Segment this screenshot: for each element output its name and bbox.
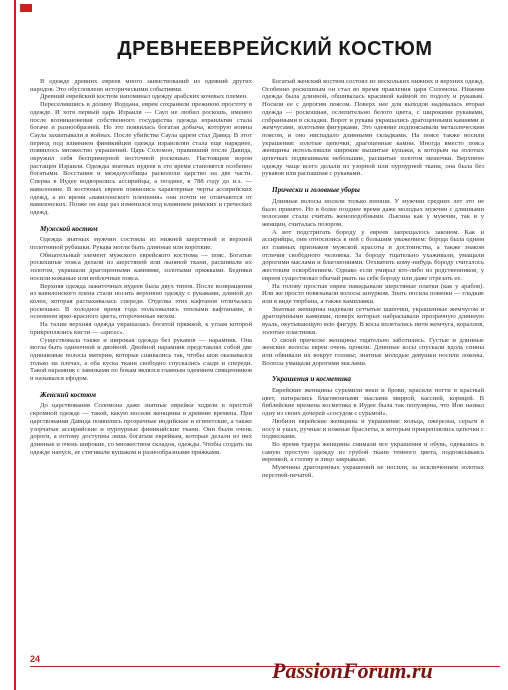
- section-heading-womens: Женский костюм: [40, 390, 97, 399]
- corner-mark: [20, 4, 32, 12]
- mens-paragraph: Существовала также и широкая одежда без рукавов — нарамник. Она могла быть одиночной и двойной. Двойной нарамник представлял собой две одинаковые полосы материи, которые сшивались так, чтобы шов оказывался только на плечах, а оба куска ткани свободно спускались сзади и спереди. Такой нарамник с завязками по бокам являлся главным одеянием священников и назывался ефодом.: [30, 336, 252, 383]
- womens-paragraph: Богатый женский костюм состоял из нескольких нижних и верхних одежд. Особенно роскошным он стал во время правления царя Соломона. Нижняя одежда была длинной, обшивалась красивой каймой по подолу и рукавам. Носили ее с дорогим поясом. Поверх нее для выходов надевалась вторая одежда — роскошная, ослепительно белого цвета, с широкими рукавами, собранными в складки. Ворот и рукава украшались драгоценными камнями и жемчугами, золотыми фигурками. Это одеяние подпоясывали металлическим поясом, и оно ниспадало длинными складками. На поясе также носили украшения: золотые цепочки, драгоценные камни. Иногда вместо пояса женщины использовали широкие вышитые кушаки, к которым на золотых цепочках подвешивали небольшие, расшитые золотом мешочки. Верхнюю одежду чаще всего делали из узорной или пурпурной ткани, она была без рукавов или распашная с рукавами.: [262, 78, 484, 178]
- right-column: [262, 78, 484, 479]
- page-margin-rule: [14, 0, 16, 690]
- jewelry-paragraph: Мужчины драгоценных украшений не носили, за исключением золотых перстней-печатей.: [262, 464, 484, 479]
- hair-paragraph: На голову простые евреи накидывали шерстяные платки (как у арабов). Или же просто повязывали волосы шнурком. Знать носила повязки — гладкие или в виде тюрбана, а также камилавки.: [262, 282, 484, 305]
- jewelry-paragraph: Еврейские женщины сурьмили веки и брови, красили ногти в красный цвет, натирались благовонными маслами миррой, кассией, корицей. В библейские времена косметика в Иудее была так популярна, что Иов назвал одну из своих дочерей «сосудом с сурьмой».: [262, 387, 484, 418]
- watermark-text: PassionForum.ru: [272, 658, 433, 683]
- mens-paragraph: Верхняя одежда зажиточных иудеев была двух типов. После возвращения из вавилонского плена стали носить верхнюю одежду с рукавами, длиной до колен, которая распахивалась спереди. Отделка этих кафтанов отличалась роскошью. В холодное время года пользовались теплыми кафтанами, в основном ярко-красного цвета, отороченные мехом.: [30, 282, 252, 321]
- womens-paragraph: До царствования Соломона даже знатные еврейки ходили в простой скромной одежде — такой, какую носили женщины в древние времена. При царствовании Давида появились прозрачные индийские и египетские, а также узорчатые ассирийские и пурпурные финикийские ткани. Они были очень дороги, а потому доступны лишь богатым еврейкам, которые делали из них длинные и очень широкие, со множеством складок, одежды. Чтобы создать на одежде напуск, ее стягивали кушаком и разнообразными пряжками.: [30, 402, 252, 456]
- intro-paragraph: В одежде древних евреев много заимствований из одеяний других народов. Это обусловлено историческими событиями.: [30, 78, 252, 93]
- left-column: [30, 78, 252, 456]
- jewelry-paragraph: Любили еврейские женщины и украшения: кольца, ожерелья, серьги в носу и ушах, ручные и ножные браслеты, к которым прикреплялись цепочки с подвесками.: [262, 417, 484, 441]
- intro-paragraph: Переселившись в долину Иордана, евреи сохранили прежнюю простоту в одежде. И хотя первый царь Израиля — Саул не любил роскошь, именно после возникновения собственного государства одежда израильтян стала богаче и разнообразней. Но это появилась богатая добыча, которую воины Саула захватывали в войнах. После убийства Саула царем стал Давид. В этот период под влиянием финикийцев одежда израильтян стала еще наряднее, появилось множество украшений. Царь Соломон, правивший после Давида, окружил себя беспримерной восточной роскошью. Настоящим вором растащен Израиля. Одежды знатных иудеев в это время становятся особенно богатыми. Восстания и междоусобицы раскололи царство на две части. Сперва в Иудее водворились ассирийцы, а позднее, в 788 году до н.э. — вавилоняне. В костюмах евреев появились характерные черты ассирийских одежд, а во время «вавилонского пленения» они почти не отличаются от вавилонских. Позже он еще раз изменился под влиянием римских и греческих одежд.: [30, 101, 252, 216]
- jewelry-paragraph: Во время траура женщины снимали все украшения и обувь, одевались в самую простую одежду из грубой ткани темного цвета, подпоясываясь веревкой, а голову и лицо закрывали.: [262, 440, 484, 464]
- mens-paragraph: На талии верхняя одежда украшалась богатой пряжкой, к углам которой прикреплялись кисти — «цисес».: [30, 321, 252, 336]
- hair-paragraph: Знатные женщины надевали сетчатые шапочки, украшенные жемчугом и драгоценными камнями, поверх которых набрасывали прозрачную длинную вуаль, окутывающую всю фигуру. В косы вплетались нити жемчуга, кораллов, золотые пластинки.: [262, 305, 484, 336]
- mens-paragraph: Одежда знатных мужчин состояла из нижней шерстяной и верхней полотняной рубашки. Рукава могли быть длинные или короткие.: [30, 236, 252, 252]
- intro-paragraph: Древний еврейский костюм напоминал одежду арабских кочевых племен.: [40, 93, 248, 101]
- section-heading-mens: Мужской костюм: [40, 224, 98, 233]
- page-number: 24: [30, 654, 41, 664]
- hair-paragraph: Длинные волосы носили только юноши. У мужчин средних лет это не было принято. Но в более позднее время даже молодых мужчин с длинными волосами стали считать женоподобными. Лысина как у мужчин, так и у женщин, считалась позором.: [262, 197, 484, 228]
- mens-paragraph: Обязательный элемент мужского еврейского костюма — пояс. Богатые роскошные пояса делали из шерстяной или льняной ткани, расшивали их золотом, украшали драгоценными камнями, золотыми пряжками. Бедняки носили кожаные или войлочные пояса.: [30, 251, 252, 282]
- hair-paragraph: О своей прическе женщины тщательно заботились. Густые и длинные женские волосы евреи очень ценили. Длинные косы спускали вдоль спины или обвивали их вокруг головы; знатные молодые девушки носили локоны. Волосы умащали дорогими маслами.: [262, 336, 484, 367]
- hair-paragraph: А вот подстригать бороду у евреев запрещалось законом. Как и ассирийцы, они относились к ней с большим уважением: борода была одним из главных признаков мужской красоты и достоинства, а также знаком отличия свободного человека. За бороду тщательно ухаживали, умащали дорогими маслами и благовониями. Отхватить кому-нибудь бороду считалось жестоким оскорблением. Однако если умирал кто-либо из родственников, у евреев существовал обычай рвать на себе бороду или даже отрезать ее.: [262, 228, 484, 282]
- section-heading-jewelry: Украшения и косметика: [272, 375, 351, 384]
- section-heading-hair: Прически и головные уборы: [272, 186, 360, 195]
- page-title: ДРЕВНЕЕВРЕЙСКИЙ КОСТЮМ: [117, 38, 433, 60]
